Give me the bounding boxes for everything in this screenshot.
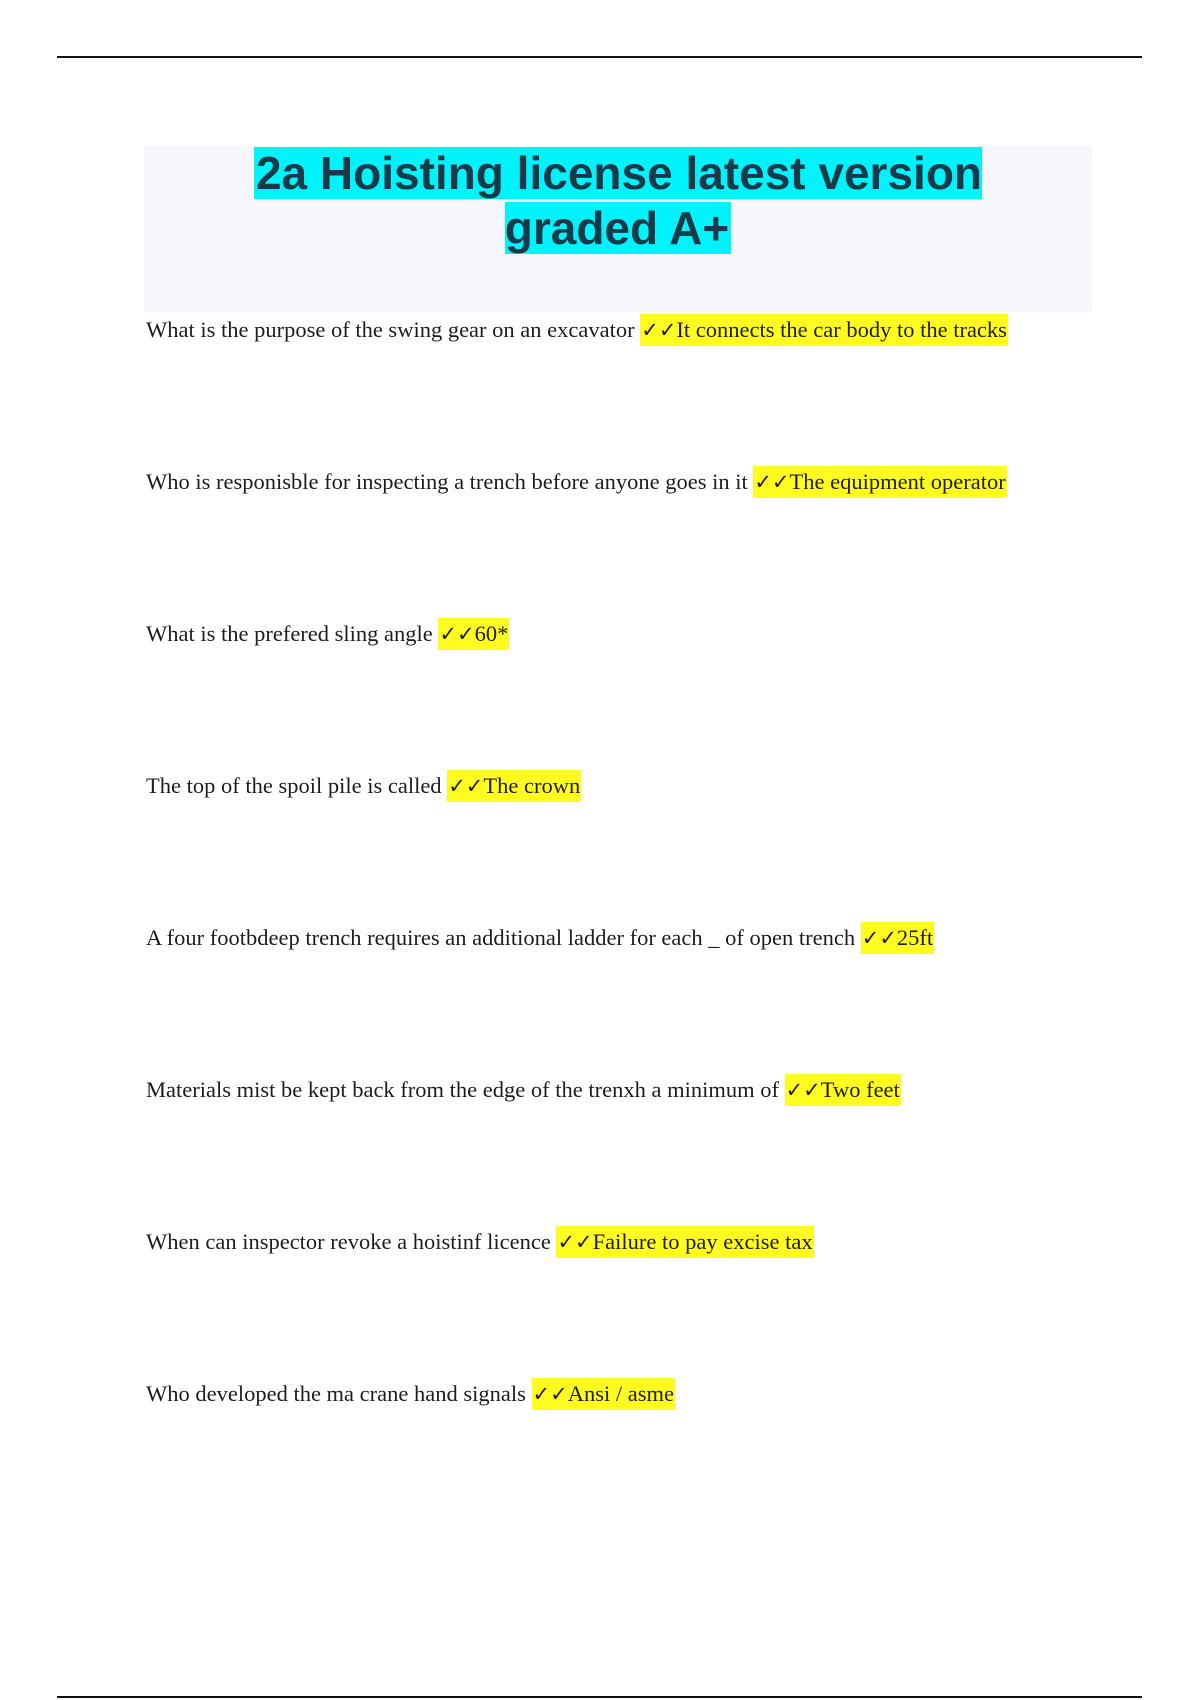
question-text: The top of the spoil pile is called: [146, 773, 442, 798]
question-text: Who developed the ma crane hand signals: [146, 1381, 526, 1406]
check-mark-icon: ✓✓: [532, 1382, 568, 1406]
answer-text: 60*: [474, 621, 509, 646]
answer-text: 25ft: [896, 925, 934, 950]
answer-text: It connects the car body to the tracks: [676, 317, 1007, 342]
answer-highlight: [532, 1378, 675, 1410]
qa-item: [146, 918, 934, 958]
answer-text: Failure to pay excise tax: [592, 1229, 813, 1254]
answer-text: Two feet: [820, 1077, 900, 1102]
check-mark-icon: ✓✓: [557, 1230, 593, 1254]
answer-highlight: [556, 1226, 813, 1258]
question-text: What is the prefered sling angle: [146, 621, 433, 646]
question-text: A four footbdeep trench requires an additional ladder for each _ of open trench: [146, 925, 856, 950]
answer-highlight: [861, 922, 934, 954]
qa-item: [146, 614, 509, 654]
question-text: When can inspector revoke a hoistinf licence: [146, 1229, 551, 1254]
answer-highlight: [447, 770, 581, 802]
answer-text: The equipment operator: [789, 469, 1006, 494]
bottom-rule: [57, 1696, 1142, 1698]
answer-text: The crown: [483, 773, 581, 798]
title-block: [144, 146, 1092, 312]
question-text: What is the purpose of the swing gear on an excavator: [146, 317, 635, 342]
check-mark-icon: ✓✓: [641, 318, 677, 342]
qa-item: [146, 1070, 901, 1110]
check-mark-icon: ✓✓: [448, 774, 484, 798]
check-mark-icon: ✓✓: [754, 470, 790, 494]
answer-highlight: [753, 466, 1006, 498]
check-mark-icon: ✓✓: [785, 1078, 821, 1102]
qa-item: [146, 766, 581, 806]
answer-highlight: [438, 618, 509, 650]
answer-highlight: [640, 314, 1008, 346]
question-text: Who is responisble for inspecting a trench before anyone goes in it: [146, 469, 748, 494]
question-text: Materials mist be kept back from the edge of the trenxh a minimum of: [146, 1077, 779, 1102]
qa-item: [146, 1374, 675, 1414]
answer-text: Ansi / asme: [567, 1381, 674, 1406]
answer-highlight: [785, 1074, 901, 1106]
check-mark-icon: ✓✓: [861, 926, 897, 950]
qa-item: [146, 462, 1007, 502]
document-title: 2a Hoisting license latest version graded A+: [255, 147, 983, 254]
check-mark-icon: ✓✓: [439, 622, 475, 646]
qa-item: [146, 310, 1008, 350]
qa-item: [146, 1222, 814, 1262]
top-rule: [57, 56, 1142, 58]
